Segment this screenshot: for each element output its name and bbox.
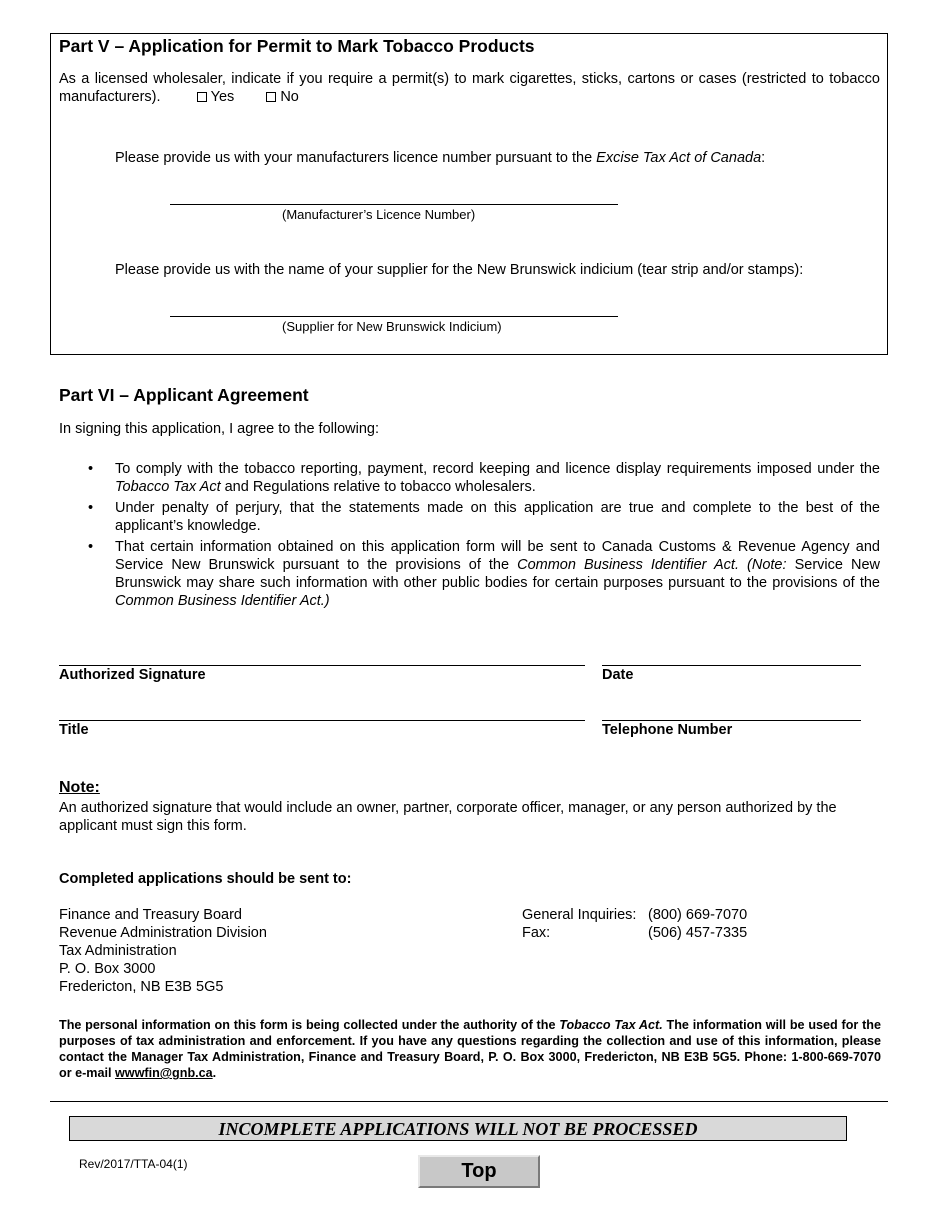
address-line: P. O. Box 3000 [59, 961, 156, 977]
telephone-label: Telephone Number [602, 722, 733, 738]
inquiries-label: General Inquiries: [522, 907, 637, 923]
authorized-signature-label: Authorized Signature [59, 667, 206, 683]
address-line: Finance and Treasury Board [59, 907, 242, 923]
supplier-prompt: Please provide us with the name of your supplier for the New Brunswick indicium (tear strip and/or stamps): [115, 262, 804, 278]
mailing-address [59, 906, 267, 996]
cbi-act-name-2: Common Business Identifier Act.) [115, 593, 330, 609]
privacy-text-b: The information will be used for the purposes of tax administration and enforcement. If you have any questions regarding the collection and use of this information, please contact the Manager Tax Administration, Finance and Treasury Board, P. O. Box 3000, Fredericton, NB E3B 5G5. Phone: 1-800-669-7070 or e-mail [59, 1018, 881, 1080]
date-label: Date [602, 667, 634, 683]
privacy-statement [59, 1017, 881, 1081]
cbi-act-name: Common Business Identifier Act. [517, 557, 739, 573]
incomplete-banner: INCOMPLETE APPLICATIONS WILL NOT BE PROCESSED [69, 1116, 847, 1141]
part5-title: Part V – Application for Permit to Mark Tobacco Products [59, 36, 535, 56]
supplier-caption: (Supplier for New Brunswick Indicium) [282, 319, 502, 334]
revision-code: Rev/2017/TTA-04(1) [79, 1157, 188, 1171]
mailing-heading: Completed applications should be sent to: [59, 871, 352, 887]
note-word: (Note: [738, 557, 787, 573]
note-text: An authorized signature that would include an owner, partner, corporate officer, manager, or any person authorized by the applicant must sign this form. [59, 800, 837, 834]
bullet3-text: That certain information obtained on this application form will be sent to Canada Customs & Revenue Agency and Service New Brunswick pursuant to the provisions of the [115, 539, 880, 573]
bullet1-end: and Regulations relative to tobacco wholesalers. [220, 479, 536, 495]
address-line: Fredericton, NB E3B 5G5 [59, 979, 224, 995]
list-item [88, 460, 880, 496]
inquiries-phone: (800) 669-7070 [648, 907, 748, 923]
privacy-text-a: The personal information on this form is being collected under the authority of the [59, 1018, 560, 1032]
privacy-act-name: Tobacco Tax Act. [559, 1018, 663, 1032]
bullet3-middle: Service New Brunswick may share such information with other public bodies for certain purposes pursuant to the provisions of the [115, 557, 880, 591]
title-label: Title [59, 722, 89, 738]
agreement-intro: In signing this application, I agree to the following: [59, 421, 380, 437]
privacy-text-c: . [212, 1066, 217, 1080]
tobacco-act-name: Tobacco Tax Act [115, 479, 221, 495]
no-label: No [280, 89, 299, 105]
licence-prompt [115, 150, 765, 166]
address-line: Revenue Administration Division [59, 925, 267, 941]
fax-label: Fax: [522, 925, 551, 941]
note-heading: Note: [59, 779, 100, 796]
address-line: Tax Administration [59, 943, 177, 959]
title-field[interactable] [59, 720, 585, 721]
list-item [88, 538, 880, 610]
licence-prompt-end: : [761, 150, 766, 166]
permit-question-text: As a licensed wholesaler, indicate if you require a permit(s) to mark cigarettes, sticks, cartons or cases (restricted to tobacco manufacturers). [59, 71, 880, 105]
no-checkbox[interactable] [266, 92, 276, 102]
supplier-field[interactable] [170, 316, 618, 317]
bullet1-text: To comply with the tobacco reporting, payment, record keeping and licence display requirements imposed under the [115, 461, 880, 477]
licence-prompt-text: Please provide us with your manufacturers licence number pursuant to the [115, 150, 597, 166]
date-field[interactable] [602, 665, 861, 666]
yes-label: Yes [210, 89, 235, 105]
contact-info [522, 906, 747, 942]
bullet-icon: • [88, 461, 94, 477]
permit-question [59, 70, 880, 106]
excise-act-name: Excise Tax Act of Canada [596, 150, 762, 166]
list-item [88, 499, 880, 535]
footer-divider [50, 1101, 888, 1102]
licence-number-field[interactable] [170, 204, 618, 205]
fax-number: (506) 457-7335 [648, 925, 748, 941]
yes-option[interactable] [197, 89, 239, 105]
part6-title: Part VI – Applicant Agreement [59, 385, 309, 405]
yes-checkbox[interactable] [197, 92, 207, 102]
agreement-list [88, 460, 880, 613]
bullet-icon: • [88, 539, 94, 555]
telephone-field[interactable] [602, 720, 861, 721]
email-link[interactable]: wwwfin@gnb.ca [115, 1066, 213, 1080]
bullet2-text: Under penalty of perjury, that the statements made on this application are true and complete to the best of the applicant’s knowledge. [115, 500, 880, 534]
bullet-icon: • [88, 500, 94, 516]
authorized-signature-field[interactable] [59, 665, 585, 666]
no-option[interactable] [266, 89, 299, 105]
top-button[interactable]: Top [418, 1155, 540, 1188]
licence-caption: (Manufacturer’s Licence Number) [282, 207, 476, 222]
